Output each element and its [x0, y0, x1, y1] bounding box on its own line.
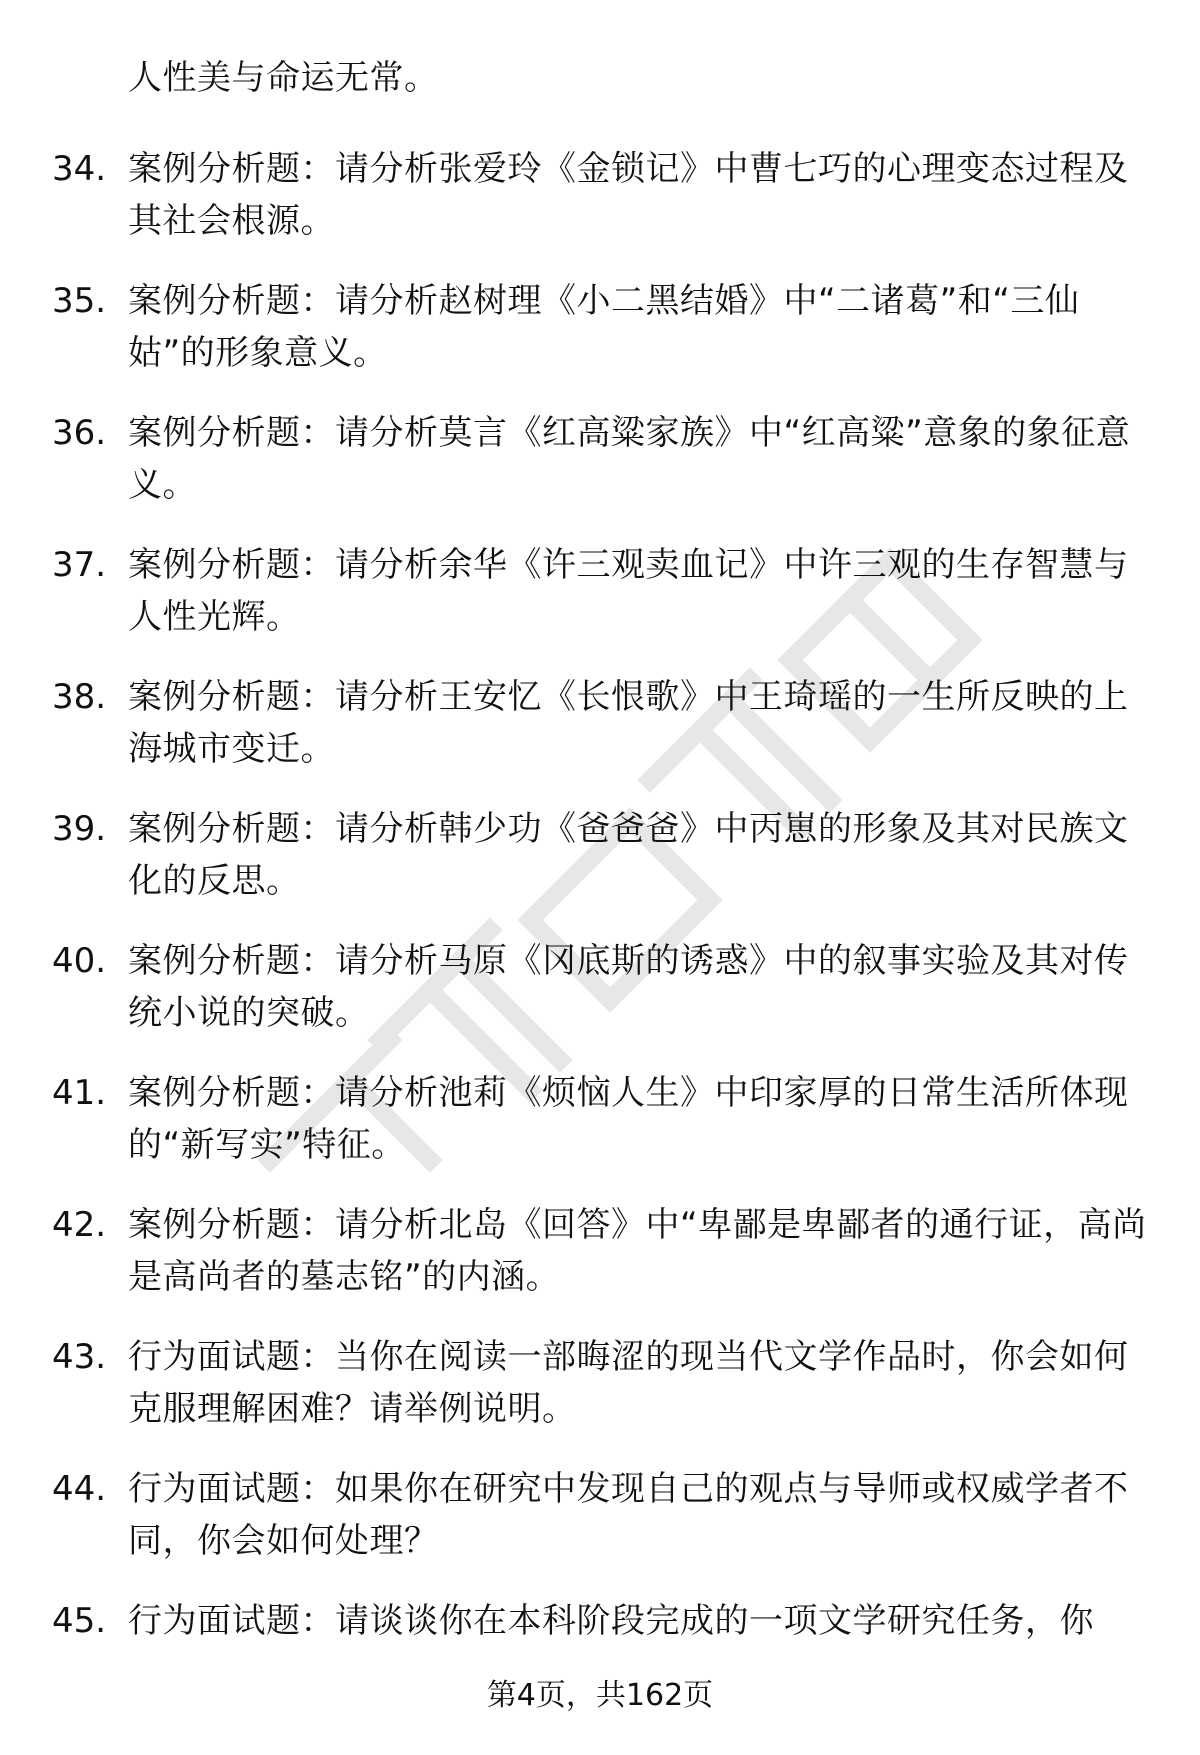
question-number: 35. — [52, 281, 107, 321]
question-number: 37. — [52, 545, 107, 585]
question-text: 案例分析题：请分析余华《许三观卖血记》中许三观的生存智慧与人性光辉。 — [128, 545, 1129, 637]
list-item — [0, 1320, 1200, 1452]
question-text: 案例分析题：请分析张爱玲《金锁记》中曹七巧的心理变态过程及其社会根源。 — [128, 149, 1129, 241]
question-number: 39. — [52, 809, 107, 849]
list-item — [0, 528, 1200, 660]
question-list — [0, 132, 1200, 1716]
question-number: 44. — [52, 1469, 107, 1509]
question-number: 42. — [52, 1205, 107, 1245]
question-number: 41. — [52, 1073, 107, 1113]
question-text: 案例分析题：请分析马原《冈底斯的诱惑》中的叙事实验及其对传统小说的突破。 — [128, 941, 1129, 1033]
list-item — [0, 396, 1200, 528]
question-text: 案例分析题：请分析莫言《红高粱家族》中“红高粱”意象的象征意义。 — [128, 413, 1131, 505]
list-item — [0, 1056, 1200, 1188]
question-text: 案例分析题：请分析赵树理《小二黑结婚》中“二诸葛”和“三仙姑”的形象意义。 — [128, 281, 1080, 373]
question-number: 45. — [52, 1601, 107, 1641]
list-item — [0, 924, 1200, 1056]
question-number: 38. — [52, 677, 107, 717]
question-text: 案例分析题：请分析北岛《回答》中“卑鄙是卑鄙者的通行证，高尚是高尚者的墓志铭”的内涵。 — [128, 1205, 1147, 1297]
question-text: 案例分析题：请分析韩少功《爸爸爸》中丙崽的形象及其对民族文化的反思。 — [128, 809, 1129, 901]
list-item — [0, 1188, 1200, 1320]
list-item — [0, 1452, 1200, 1584]
question-text: 案例分析题：请分析池莉《烦恼人生》中印家厚的日常生活所体现的“新写实”特征。 — [128, 1073, 1129, 1165]
question-number: 43. — [52, 1337, 107, 1377]
question-text: 行为面试题：请谈谈你在本科阶段完成的一项文学研究任务，你 — [128, 1601, 1094, 1641]
list-item — [0, 264, 1200, 396]
list-item — [0, 132, 1200, 264]
question-text: 案例分析题：请分析王安忆《长恨歌》中王琦瑶的一生所反映的上海城市变迁。 — [128, 677, 1129, 769]
question-number: 40. — [52, 941, 107, 981]
list-item — [0, 660, 1200, 792]
list-item — [0, 792, 1200, 924]
question-text: 行为面试题：当你在阅读一部晦涩的现当代文学作品时，你会如何克服理解困难？请举例说明。 — [128, 1337, 1129, 1429]
page-number-footer: 第4页，共162页 — [486, 1678, 714, 1713]
question-number: 36. — [52, 413, 107, 453]
question-number: 34. — [52, 149, 107, 189]
question-text: 行为面试题：如果你在研究中发现自己的观点与导师或权威学者不同，你会如何处理？ — [128, 1469, 1129, 1561]
continuation-line: 人性美与命运无常。 — [128, 58, 439, 98]
